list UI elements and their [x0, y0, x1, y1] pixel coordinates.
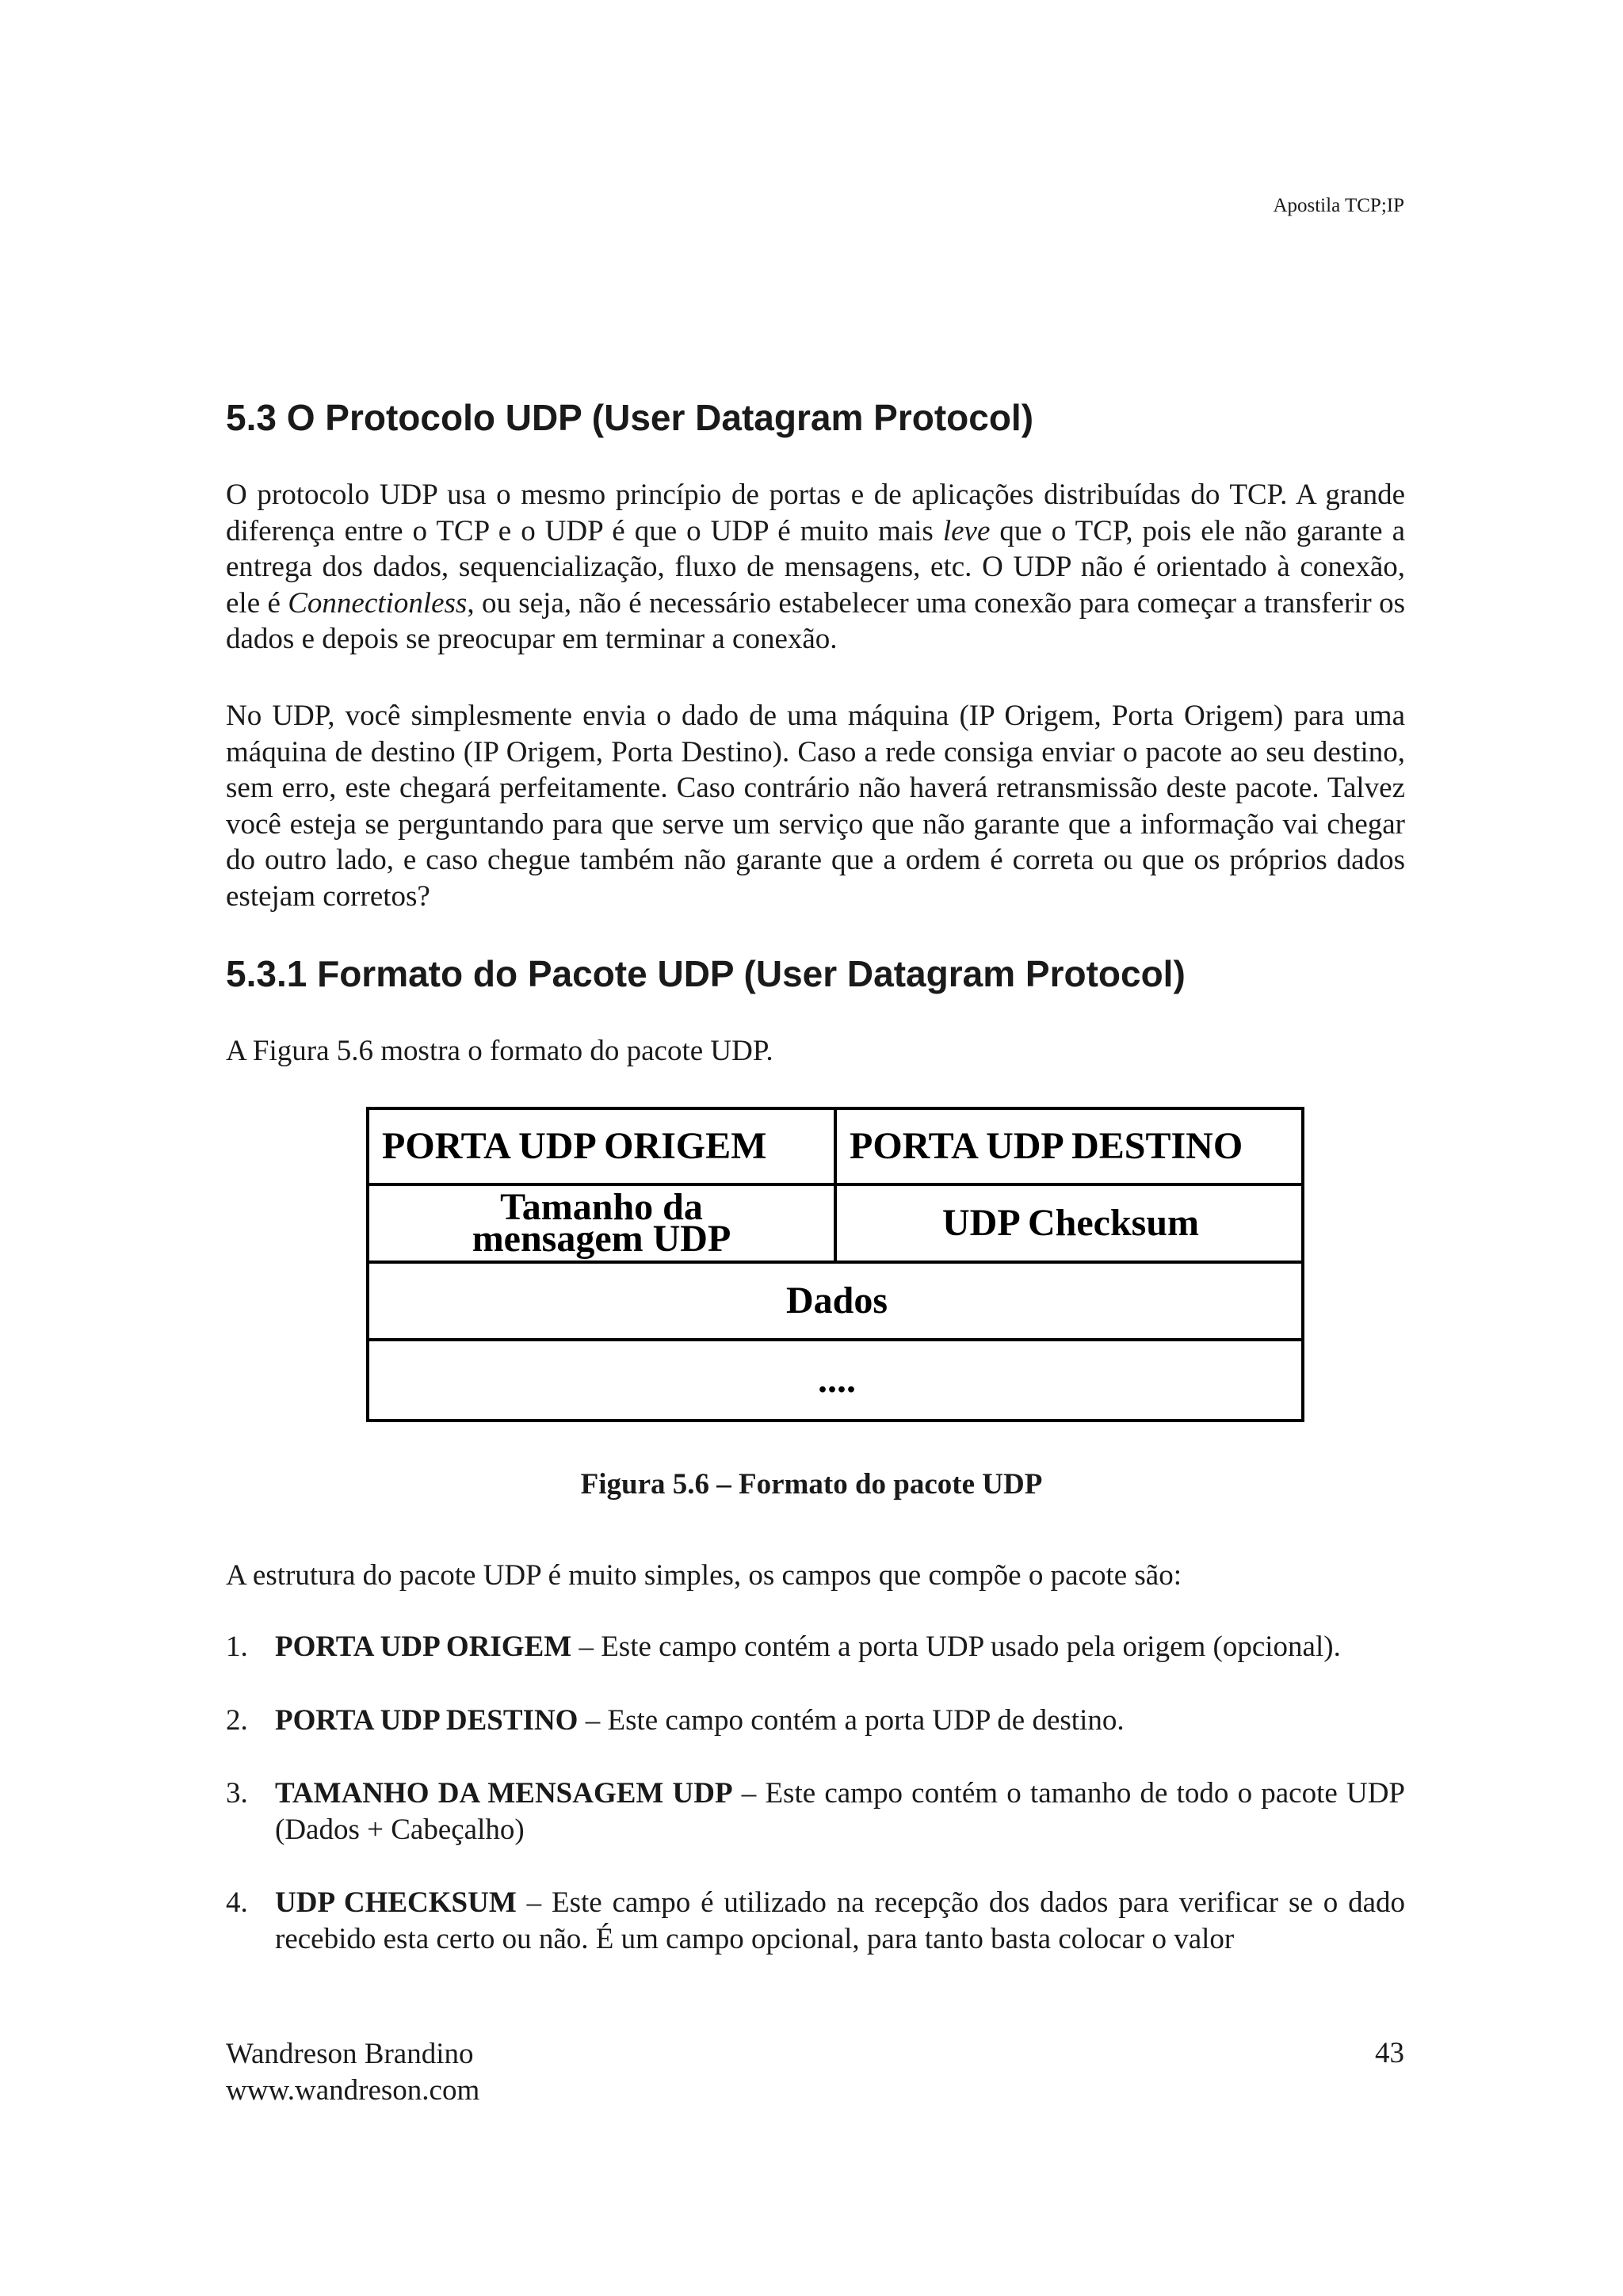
paragraph-udp-overview — [226, 477, 1405, 658]
running-header: Apostila TCP;IP — [1273, 195, 1404, 216]
field-description: – Este campo contém a porta UDP usado pela origem (opcional). — [571, 1630, 1341, 1663]
list-item-number: 3. — [226, 1777, 248, 1810]
emphasis-connectionless: Connectionless — [288, 586, 468, 620]
field-name: PORTA UDP DESTINO — [275, 1703, 579, 1737]
cell-data: Dados — [369, 1264, 1304, 1341]
udp-fields-list — [226, 1629, 1405, 1994]
paragraph-udp-behavior: No UDP, você simplesmente envia o dado de uma máquina (IP Origem, Porta Origem) para uma máquina de destino (IP Origem, Porta Destino). Caso a rede consiga enviar o pacote ao seu destino, sem erro, este chegará perfeitamente. Caso contrário não haverá retransmissão deste pacote. Talvez você esteja se perguntando para que serve um serviço que não garante que a informação vai chegar do outro lado, e caso chegue também não garante que a ordem é correta ou que os próprios dados estejam corretos? — [226, 700, 1405, 913]
text-span: O protocolo UDP usa o mesmo princípio de portas e de aplicações distribuídas do TCP. A grande diferença entre o TCP e o UDP é que o UDP é muito mais — [226, 479, 1405, 547]
footer-author: Wandreson Brandino — [226, 2038, 474, 2070]
udp-packet-format-figure — [366, 1107, 1304, 1422]
figure-intro-text: A Figura 5.6 mostra o formato do pacote UDP. — [226, 1035, 773, 1067]
field-name: TAMANHO DA MENSAGEM UDP — [275, 1777, 733, 1810]
list-item-number: 4. — [226, 1886, 248, 1919]
footer-author-block — [226, 2036, 479, 2109]
page-number: 43 — [1375, 2037, 1404, 2069]
fields-intro-text: A estrutura do pacote UDP é muito simples, os campos que compõe o pacote são: — [226, 1559, 1182, 1592]
field-description: – Este campo é utilizado na recepção dos dados para verificar se o dado recebido esta certo ou não. É um campo opcional, para tanto basta colocar o valor — [275, 1886, 1405, 1955]
figure-caption: Figura 5.6 – Formato do pacote UDP — [580, 1468, 1043, 1501]
field-description: – Este campo contém o tamanho de todo o pacote UDP (Dados + Cabeçalho) — [275, 1777, 1406, 1846]
list-item — [226, 1775, 1405, 1848]
cell-message-length-line1: Tamanho da — [500, 1186, 703, 1228]
field-name: PORTA UDP ORIGEM — [275, 1630, 572, 1663]
list-item-number: 1. — [226, 1630, 248, 1663]
cell-continuation: .... — [818, 1359, 856, 1401]
footer-website: www.wandreson.com — [226, 2074, 480, 2107]
text-span: que o TCP, pois ele não garante a entrega dos dados, sequencialização, fluxo de mensagens, etc. O UDP não é orientado à conexão, ele é — [226, 514, 1406, 620]
cell-checksum: UDP Checksum — [837, 1186, 1304, 1264]
cell-message-length — [369, 1186, 837, 1264]
field-description: – Este campo contém a porta UDP de destino. — [578, 1703, 1125, 1737]
list-item — [226, 1629, 1405, 1665]
cell-message-length-line2: mensagem UDP — [472, 1218, 731, 1260]
field-name: UDP CHECKSUM — [275, 1886, 517, 1919]
section-heading: 5.3 O Protocolo UDP (User Datagram Protocol) — [226, 397, 1034, 438]
subsection-heading: 5.3.1 Formato do Pacote UDP (User Datagram Protocol) — [226, 953, 1186, 994]
list-item-number: 2. — [226, 1703, 248, 1737]
list-item — [226, 1703, 1405, 1739]
text-span: , ou seja, não é necessário estabelecer uma conexão para começar a transferir os dados e depois se preocupar em terminar a conexão. — [226, 586, 1405, 655]
emphasis-leve: leve — [942, 514, 991, 547]
list-item — [226, 1885, 1405, 1957]
cell-source-port: PORTA UDP ORIGEM — [369, 1110, 837, 1186]
cell-destination-port: PORTA UDP DESTINO — [837, 1110, 1304, 1186]
